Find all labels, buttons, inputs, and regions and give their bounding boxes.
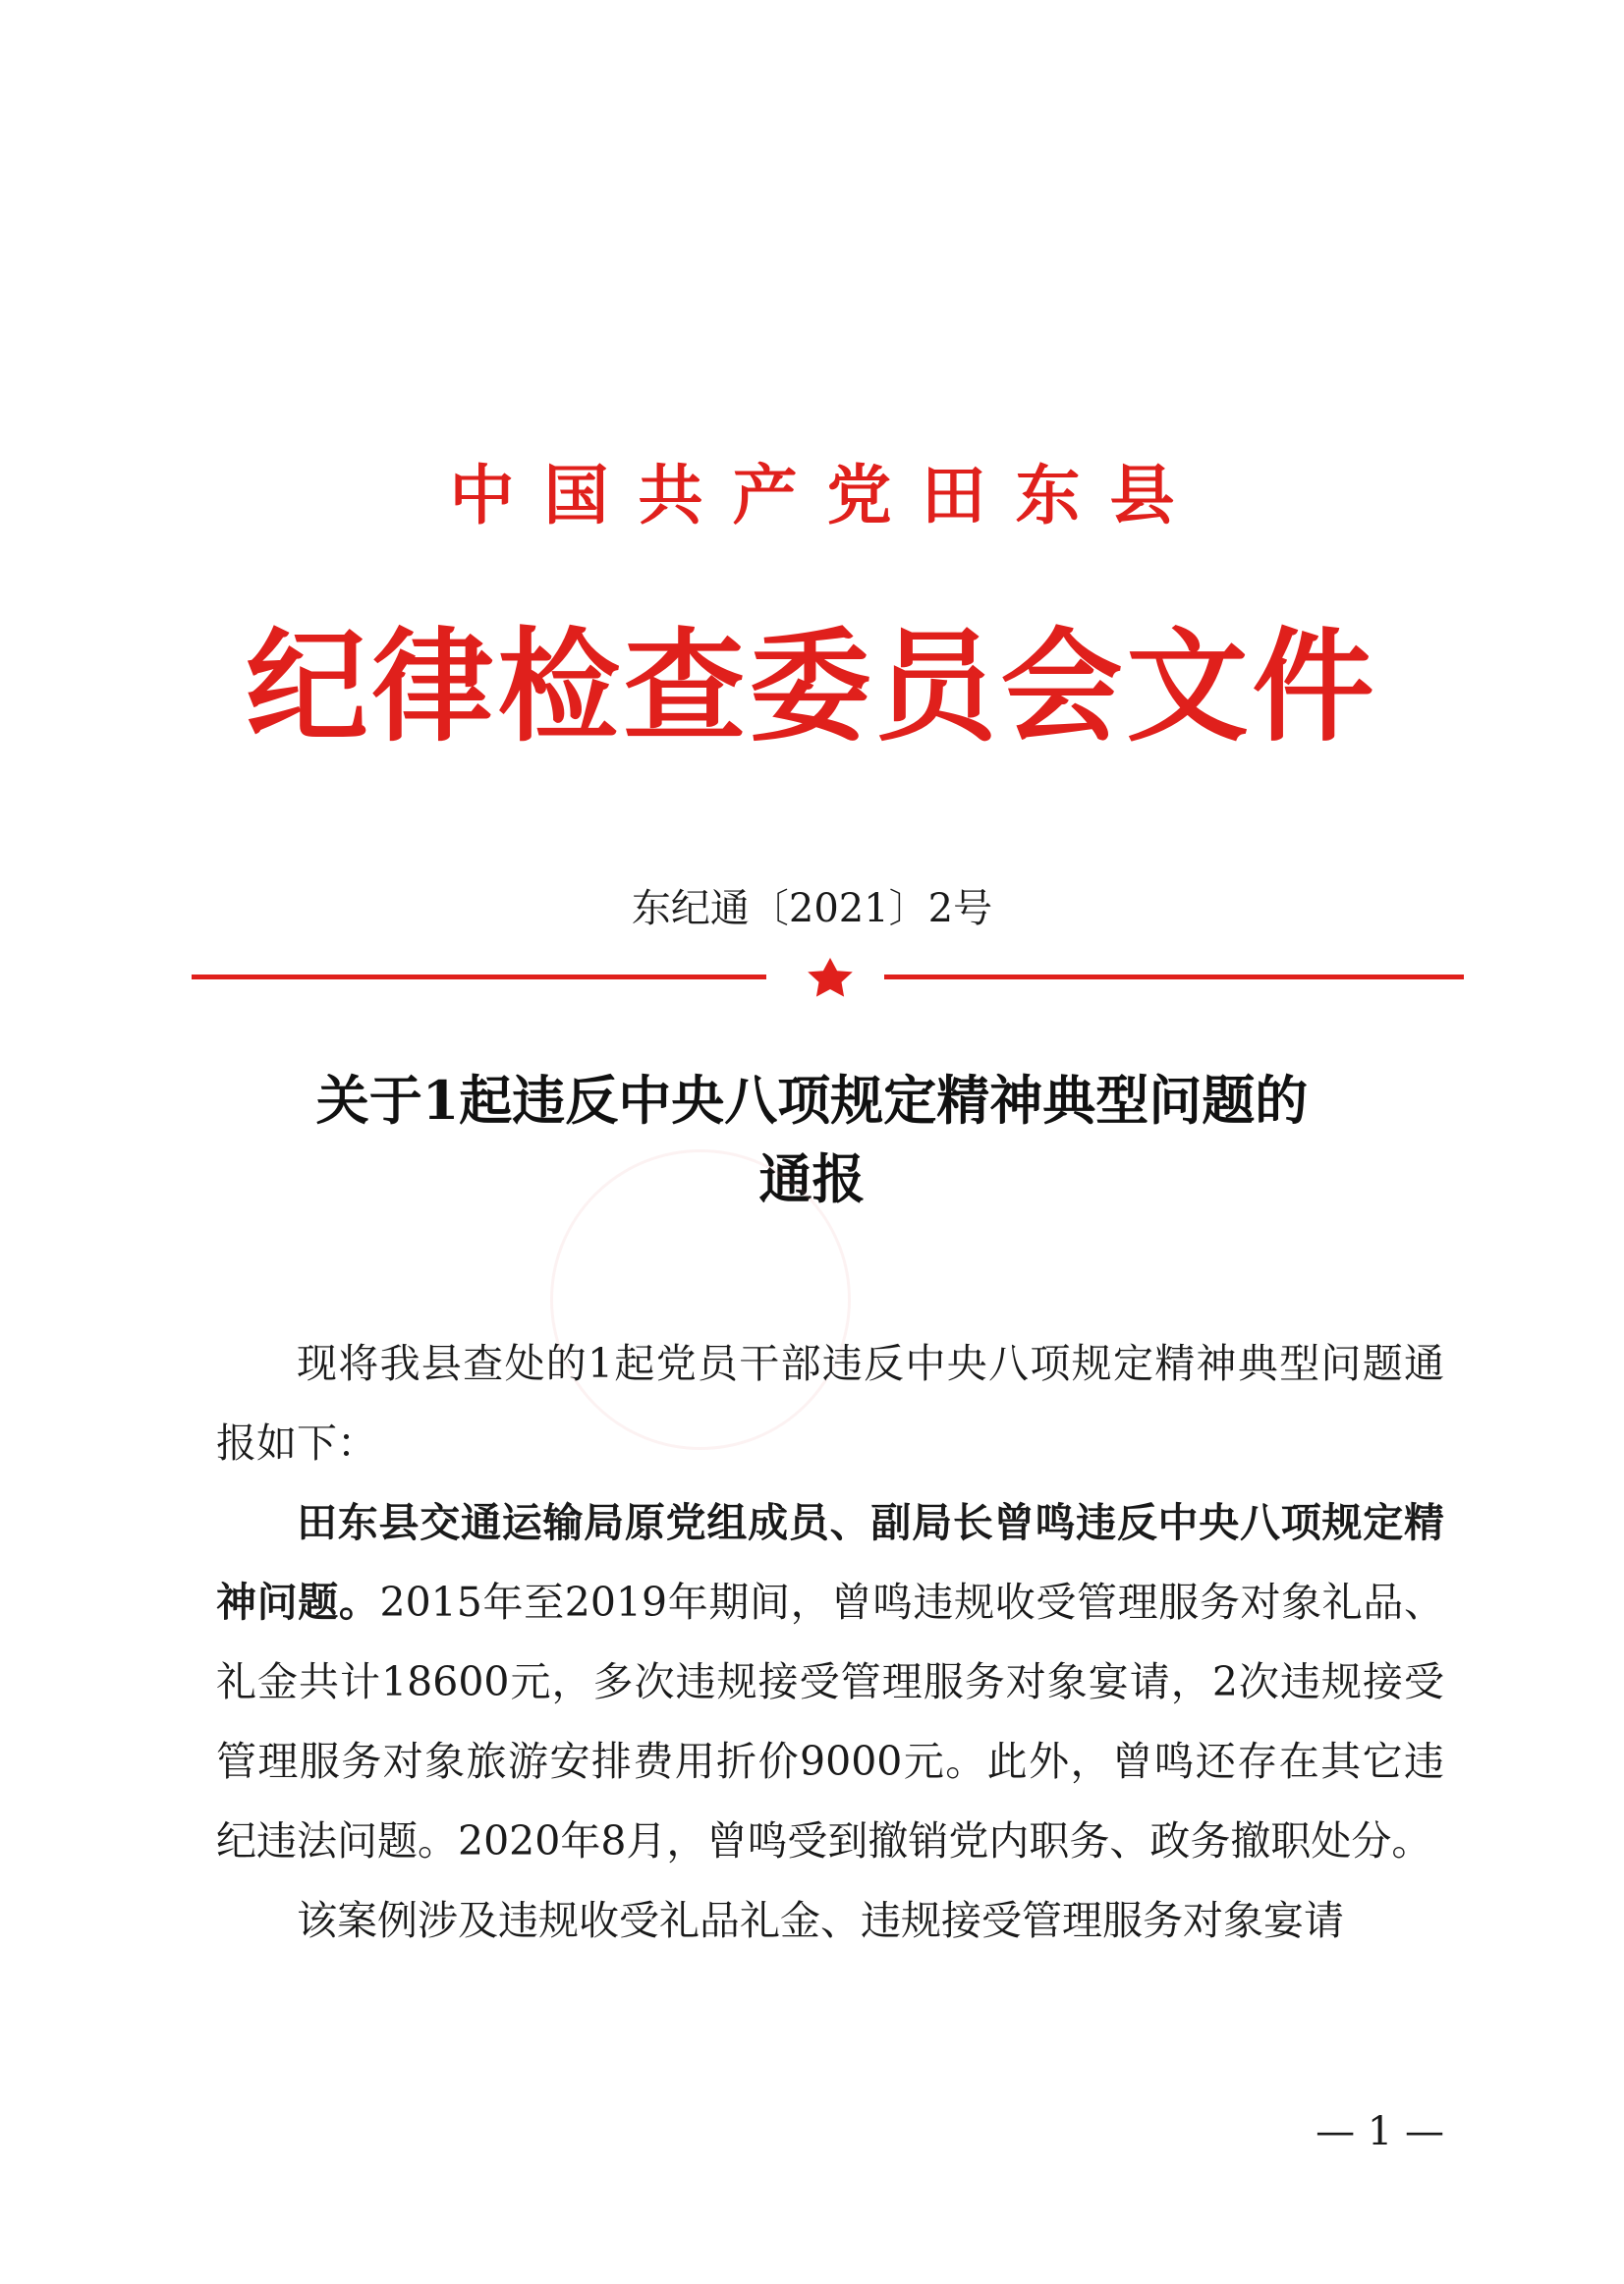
page-number: — 1 — [1316, 2109, 1444, 2154]
issuing-organization: 中国共产党田东县 [449, 458, 1204, 533]
case-details: 2015年至2019年期间，曾鸣违规收受管理服务对象礼品、礼金共计18600元，多次违规接受管理服务对象宴请，2次违规接受管理服务对象旅游安排费用折价9000元。此外，曾鸣还存在其它违纪违法问题。2020年8月，曾鸣受到撤销党内职务、政务撤职处分。 [216, 1579, 1444, 1865]
paragraph-case [216, 1483, 1444, 1881]
document-number: 东纪通〔2021〕2号 [631, 886, 993, 931]
title-line-2: 通报 [758, 1147, 866, 1210]
case-heading: 田东县交通运输局原党组成员、副局长曾鸣违反中央八项规定精神问题。 [216, 1499, 1444, 1626]
paragraph-intro: 现将我县查处的1起党员干部违反中央八项规定精神典型问题通报如下： [216, 1340, 1444, 1467]
red-divider-with-star [192, 958, 1464, 997]
notice-body [216, 1324, 1444, 1961]
title-line-1: 关于1起违反中央八项规定精神典型问题的 [315, 1069, 1309, 1132]
star-icon [808, 958, 853, 997]
red-line-left [192, 975, 766, 979]
paragraph-summary: 该案例涉及违规收受礼品礼金、违规接受管理服务对象宴请 [297, 1897, 1344, 1944]
notice-title [0, 1061, 1624, 1218]
red-line-right [884, 975, 1464, 979]
document-header-title: 纪律检查委员会文件 [246, 617, 1378, 758]
